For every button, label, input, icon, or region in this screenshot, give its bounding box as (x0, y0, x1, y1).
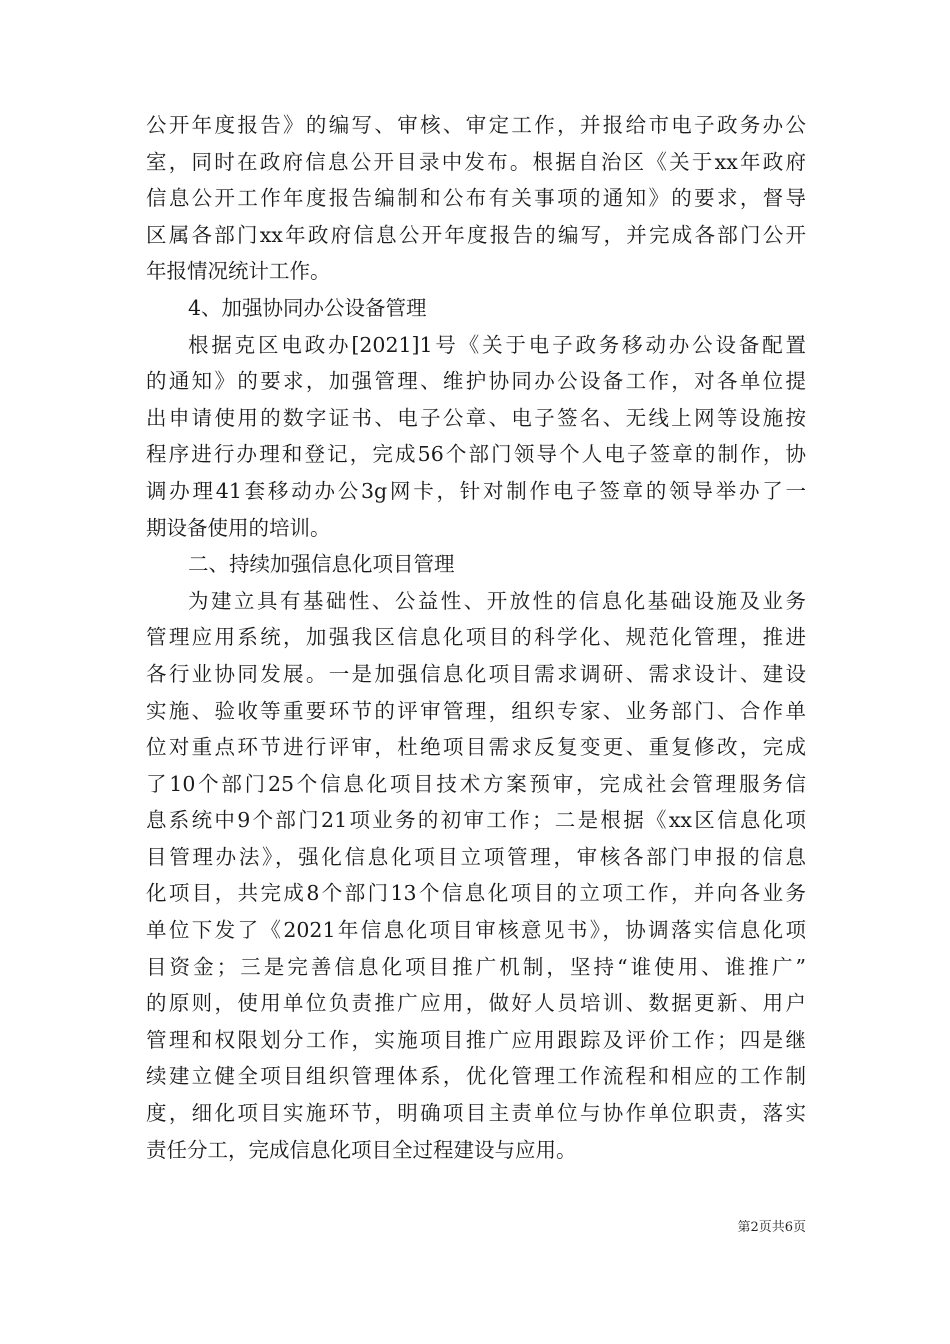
text-line: 化项目，共完成8个部门13个信息化项目的立项工作，并向各业务 (146, 881, 806, 906)
document-body (146, 107, 806, 1168)
text-line: 息系统中9个部门21项业务的初审工作；二是根据《xx区信息化项 (146, 808, 806, 833)
text-line: 位对重点环节进行评审，杜绝项目需求反复变更、重复修改，完成 (146, 735, 806, 760)
text-line: 调办理41套移动办公3g网卡，针对制作电子签章的领导举办了一 (146, 478, 806, 503)
text-line: 根据克区电政办[2021]1号《关于电子政务移动办公设备配置 (188, 332, 806, 357)
text-line: 信息公开工作年度报告编制和公布有关事项的通知》的要求，督导 (146, 186, 806, 211)
text-line: 实施、验收等重要环节的评审管理，组织专家、业务部门、合作单 (146, 698, 806, 723)
section-heading-4: 4、加强协同办公设备管理 (188, 295, 427, 320)
text-line: 目资金；三是完善信息化项目推广机制，坚持“谁使用、谁推广” (146, 954, 806, 979)
text-line: 期设备使用的培训。 (146, 515, 331, 540)
text-line: 续建立健全项目组织管理体系，优化管理工作流程和相应的工作制 (146, 1064, 806, 1089)
text-line: 管理和权限划分工作，实施项目推广应用跟踪及评价工作；四是继 (146, 1027, 806, 1052)
text-line: 了10个部门25个信息化项目技术方案预审，完成社会管理服务信 (146, 771, 806, 796)
text-line: 各行业协同发展。一是加强信息化项目需求调研、需求设计、建设 (146, 661, 806, 686)
text-line: 度，细化项目实施环节，明确项目主责单位与协作单位职责，落实 (146, 1101, 806, 1126)
section-heading-2: 二、持续加强信息化项目管理 (188, 552, 455, 577)
text-line: 的通知》的要求，加强管理、维护协同办公设备工作，对各单位提 (146, 369, 806, 394)
text-line: 为建立具有基础性、公益性、开放性的信息化基础设施及业务 (188, 588, 806, 613)
text-line: 管理应用系统，加强我区信息化项目的科学化、规范化管理，推进 (146, 625, 806, 650)
text-line: 单位下发了《2021年信息化项目审核意见书》，协调落实信息化项 (146, 918, 806, 943)
text-line: 目管理办法》，强化信息化项目立项管理，审核各部门申报的信息 (146, 844, 806, 869)
text-line: 区属各部门xx年政府信息公开年度报告的编写，并完成各部门公开 (146, 222, 806, 247)
text-line: 公开年度报告》的编写、审核、审定工作，并报给市电子政务办公 (146, 113, 806, 137)
text-line: 的原则，使用单位负责推广应用，做好人员培训、数据更新、用户 (146, 991, 806, 1016)
text-line: 室，同时在政府信息公开目录中发布。根据自治区《关于xx年政府 (146, 149, 806, 174)
page-number: 第2页共6页 (737, 1220, 806, 1235)
text-line: 年报情况统计工作。 (146, 259, 331, 284)
text-line: 出申请使用的数字证书、电子公章、电子签名、无线上网等设施按 (146, 405, 806, 430)
text-line: 程序进行办理和登记，完成56个部门领导个人电子签章的制作，协 (146, 442, 806, 467)
text-line: 责任分工，完成信息化项目全过程建设与应用。 (146, 1137, 577, 1162)
